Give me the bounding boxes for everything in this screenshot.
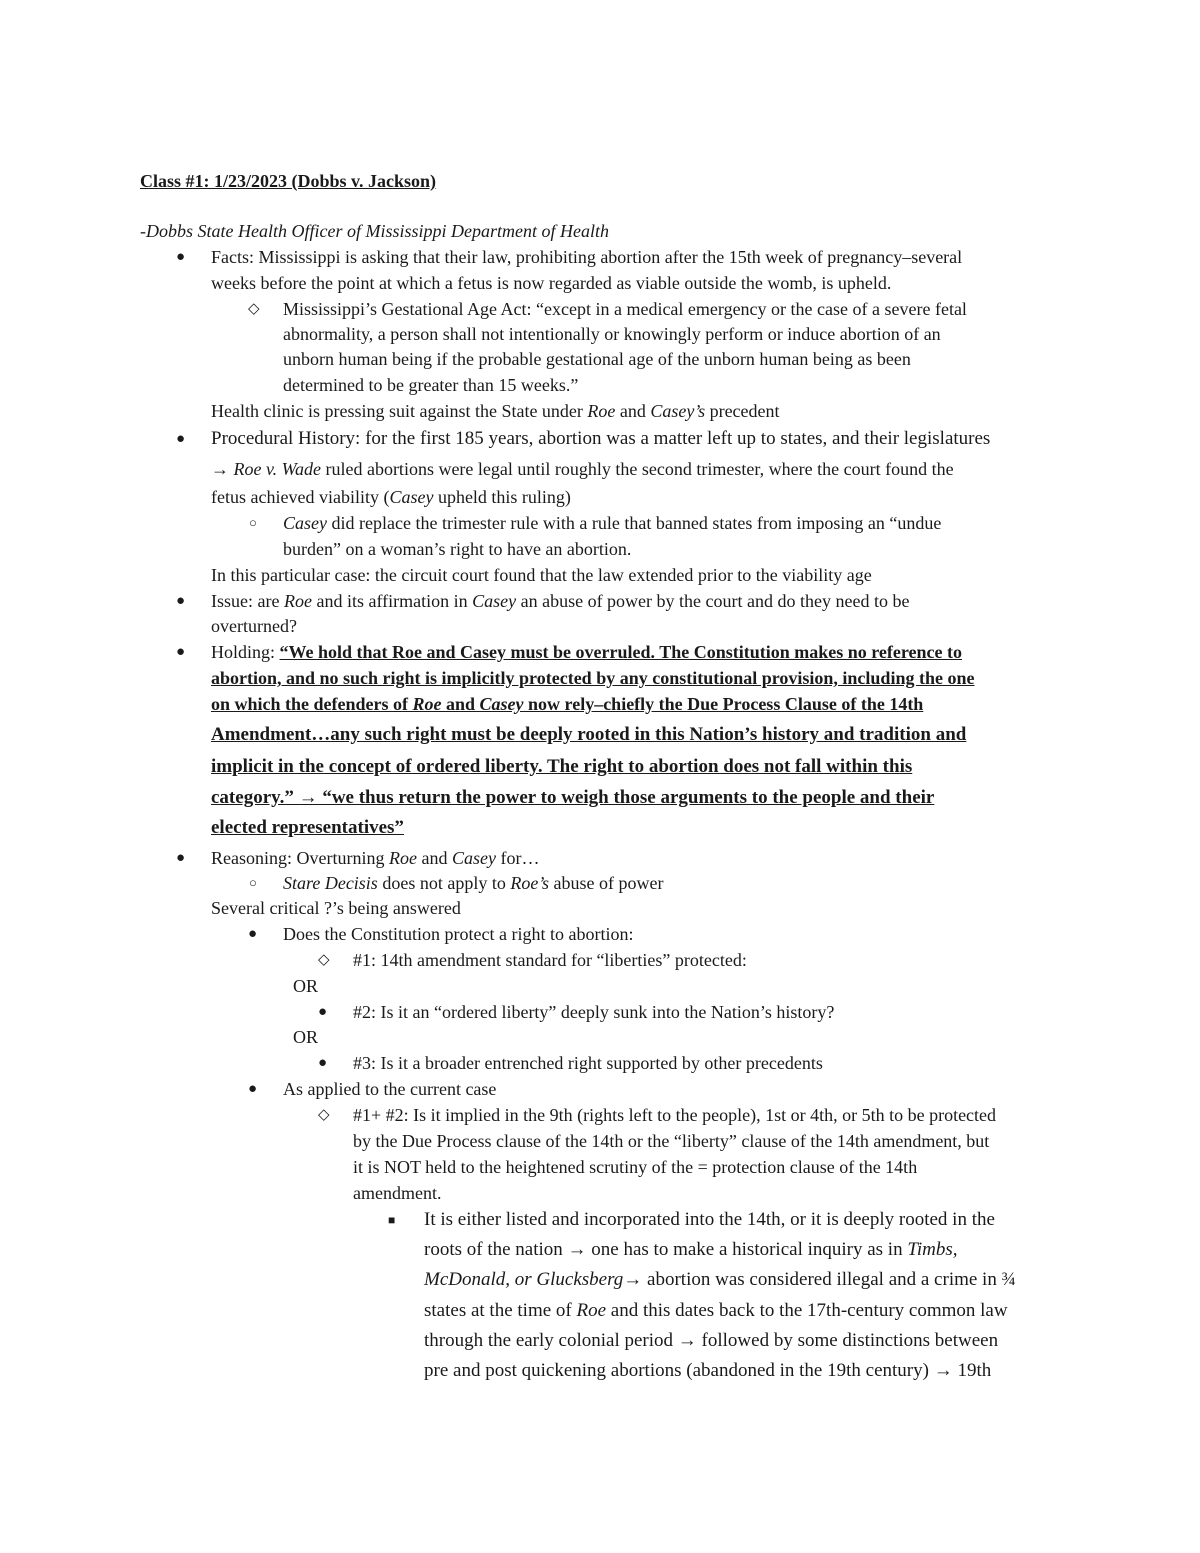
- bullet-disc-icon: ●: [318, 1004, 328, 1020]
- bullet-open-diamond-icon: ◇: [318, 1107, 330, 1123]
- bullet-disc-icon: ●: [176, 850, 186, 866]
- applied-answer-line: it is NOT held to the heightened scrutiny of the = protection clause of the 14th: [353, 1157, 918, 1177]
- history-line: McDonald, or Glucksberg→ abortion was considered illegal and a crime in ¾: [424, 1269, 1016, 1290]
- or-label: OR: [293, 976, 319, 996]
- applied-line: As applied to the current case: [283, 1079, 497, 1099]
- facts-line: weeks before the point at which a fetus is now regarded as viable outside the womb, is upheld.: [211, 273, 892, 293]
- history-line: states at the time of Roe and this dates back to the 17th-century common law: [424, 1300, 1008, 1321]
- procedural-sub-line: burden” on a woman’s right to have an abortion.: [283, 539, 632, 559]
- gestational-act-line: unborn human being if the probable gestational age of the unborn human being as been: [283, 349, 911, 369]
- holding-line: Holding: “We hold that Roe and Casey must be overruled. The Constitution makes no reference to: [211, 642, 963, 662]
- bullet-square-icon: ■: [388, 1213, 396, 1227]
- bullet-disc-icon: ●: [248, 1081, 258, 1097]
- bullet-disc-icon: ●: [176, 593, 186, 609]
- facts-line: Facts: Mississippi is asking that their law, prohibiting abortion after the 15th week of pregnancy–several: [211, 247, 963, 267]
- case-heading: -Dobbs State Health Officer of Mississippi Department of Health: [140, 221, 609, 241]
- or-label: OR: [293, 1027, 319, 1047]
- reasoning-line: Reasoning: Overturning Roe and Casey for…: [211, 848, 540, 868]
- procedural-line: Procedural History: for the first 185 years, abortion was a matter left up to states, and their legislatures: [211, 428, 991, 449]
- applied-answer-line: amendment.: [353, 1183, 442, 1203]
- question-option: #1: 14th amendment standard for “liberties” protected:: [353, 950, 747, 970]
- history-line: roots of the nation → one has to make a historical inquiry as in Timbs,: [424, 1239, 958, 1260]
- bullet-disc-icon: ●: [176, 644, 186, 660]
- question-option: #3: Is it a broader entrenched right supported by other precedents: [353, 1053, 823, 1073]
- holding-line: implicit in the concept of ordered liberty. The right to abortion does not fall within this: [211, 756, 913, 777]
- suit-line: Health clinic is pressing suit against the State under Roe and Casey’s precedent: [211, 401, 780, 421]
- holding-line: Amendment…any such right must be deeply rooted in this Nation’s history and tradition and: [211, 724, 967, 745]
- gestational-act-line: determined to be greater than 15 weeks.”: [283, 375, 579, 395]
- bullet-disc-icon: ●: [248, 926, 258, 942]
- holding-line: category.” → “we thus return the power to weigh those arguments to the people and their: [211, 787, 935, 808]
- gestational-act-line: Mississippi’s Gestational Age Act: “except in a medical emergency or the case of a severe fetal: [283, 299, 967, 319]
- holding-line: on which the defenders of Roe and Casey now rely–chiefly the Due Process Clause of the 14th: [211, 694, 924, 714]
- stare-decisis-line: Stare Decisis does not apply to Roe’s abuse of power: [283, 873, 664, 893]
- bullet-disc-icon: ●: [176, 431, 186, 447]
- gestational-act-line: abnormality, a person shall not intentionally or knowingly perform or induce abortion of an: [283, 324, 941, 344]
- bullet-open-diamond-icon: ◇: [318, 952, 330, 968]
- bullet-circle-icon: ○: [249, 875, 257, 890]
- history-line: through the early colonial period → followed by some distinctions between: [424, 1330, 999, 1351]
- procedural-line: → Roe v. Wade ruled abortions were legal until roughly the second trimester, where the court found the: [211, 459, 954, 479]
- history-line: It is either listed and incorporated into the 14th, or it is deeply rooted in the: [424, 1209, 995, 1230]
- applied-answer-line: by the Due Process clause of the 14th or the “liberty” clause of the 14th amendment, but: [353, 1131, 990, 1151]
- procedural-line: fetus achieved viability (Casey upheld this ruling): [211, 487, 571, 507]
- applied-answer-line: #1+ #2: Is it implied in the 9th (rights left to the people), 1st or 4th, or 5th to be protected: [353, 1105, 997, 1125]
- bullet-disc-icon: ●: [318, 1055, 328, 1071]
- procedural-sub-line: Casey did replace the trimester rule with a rule that banned states from imposing an “undue: [283, 513, 942, 533]
- bullet-open-diamond-icon: ◇: [248, 301, 260, 317]
- holding-line: elected representatives”: [211, 817, 404, 838]
- circuit-line: In this particular case: the circuit court found that the law extended prior to the viability age: [211, 565, 872, 585]
- holding-line: abortion, and no such right is implicitly protected by any constitutional provision, including the one: [211, 668, 975, 688]
- history-line: pre and post quickening abortions (abandoned in the 19th century) → 19th: [424, 1360, 992, 1381]
- question-option: #2: Is it an “ordered liberty” deeply sunk into the Nation’s history?: [353, 1002, 835, 1022]
- question-line: Does the Constitution protect a right to abortion:: [283, 924, 634, 944]
- bullet-circle-icon: ○: [249, 515, 257, 530]
- issue-line: overturned?: [211, 616, 297, 636]
- bullet-disc-icon: ●: [176, 249, 186, 265]
- critical-questions-line: Several critical ?’s being answered: [211, 898, 461, 918]
- page-title: Class #1: 1/23/2023 (Dobbs v. Jackson): [140, 171, 437, 191]
- issue-line: Issue: are Roe and its affirmation in Casey an abuse of power by the court and do they need to be: [211, 591, 910, 611]
